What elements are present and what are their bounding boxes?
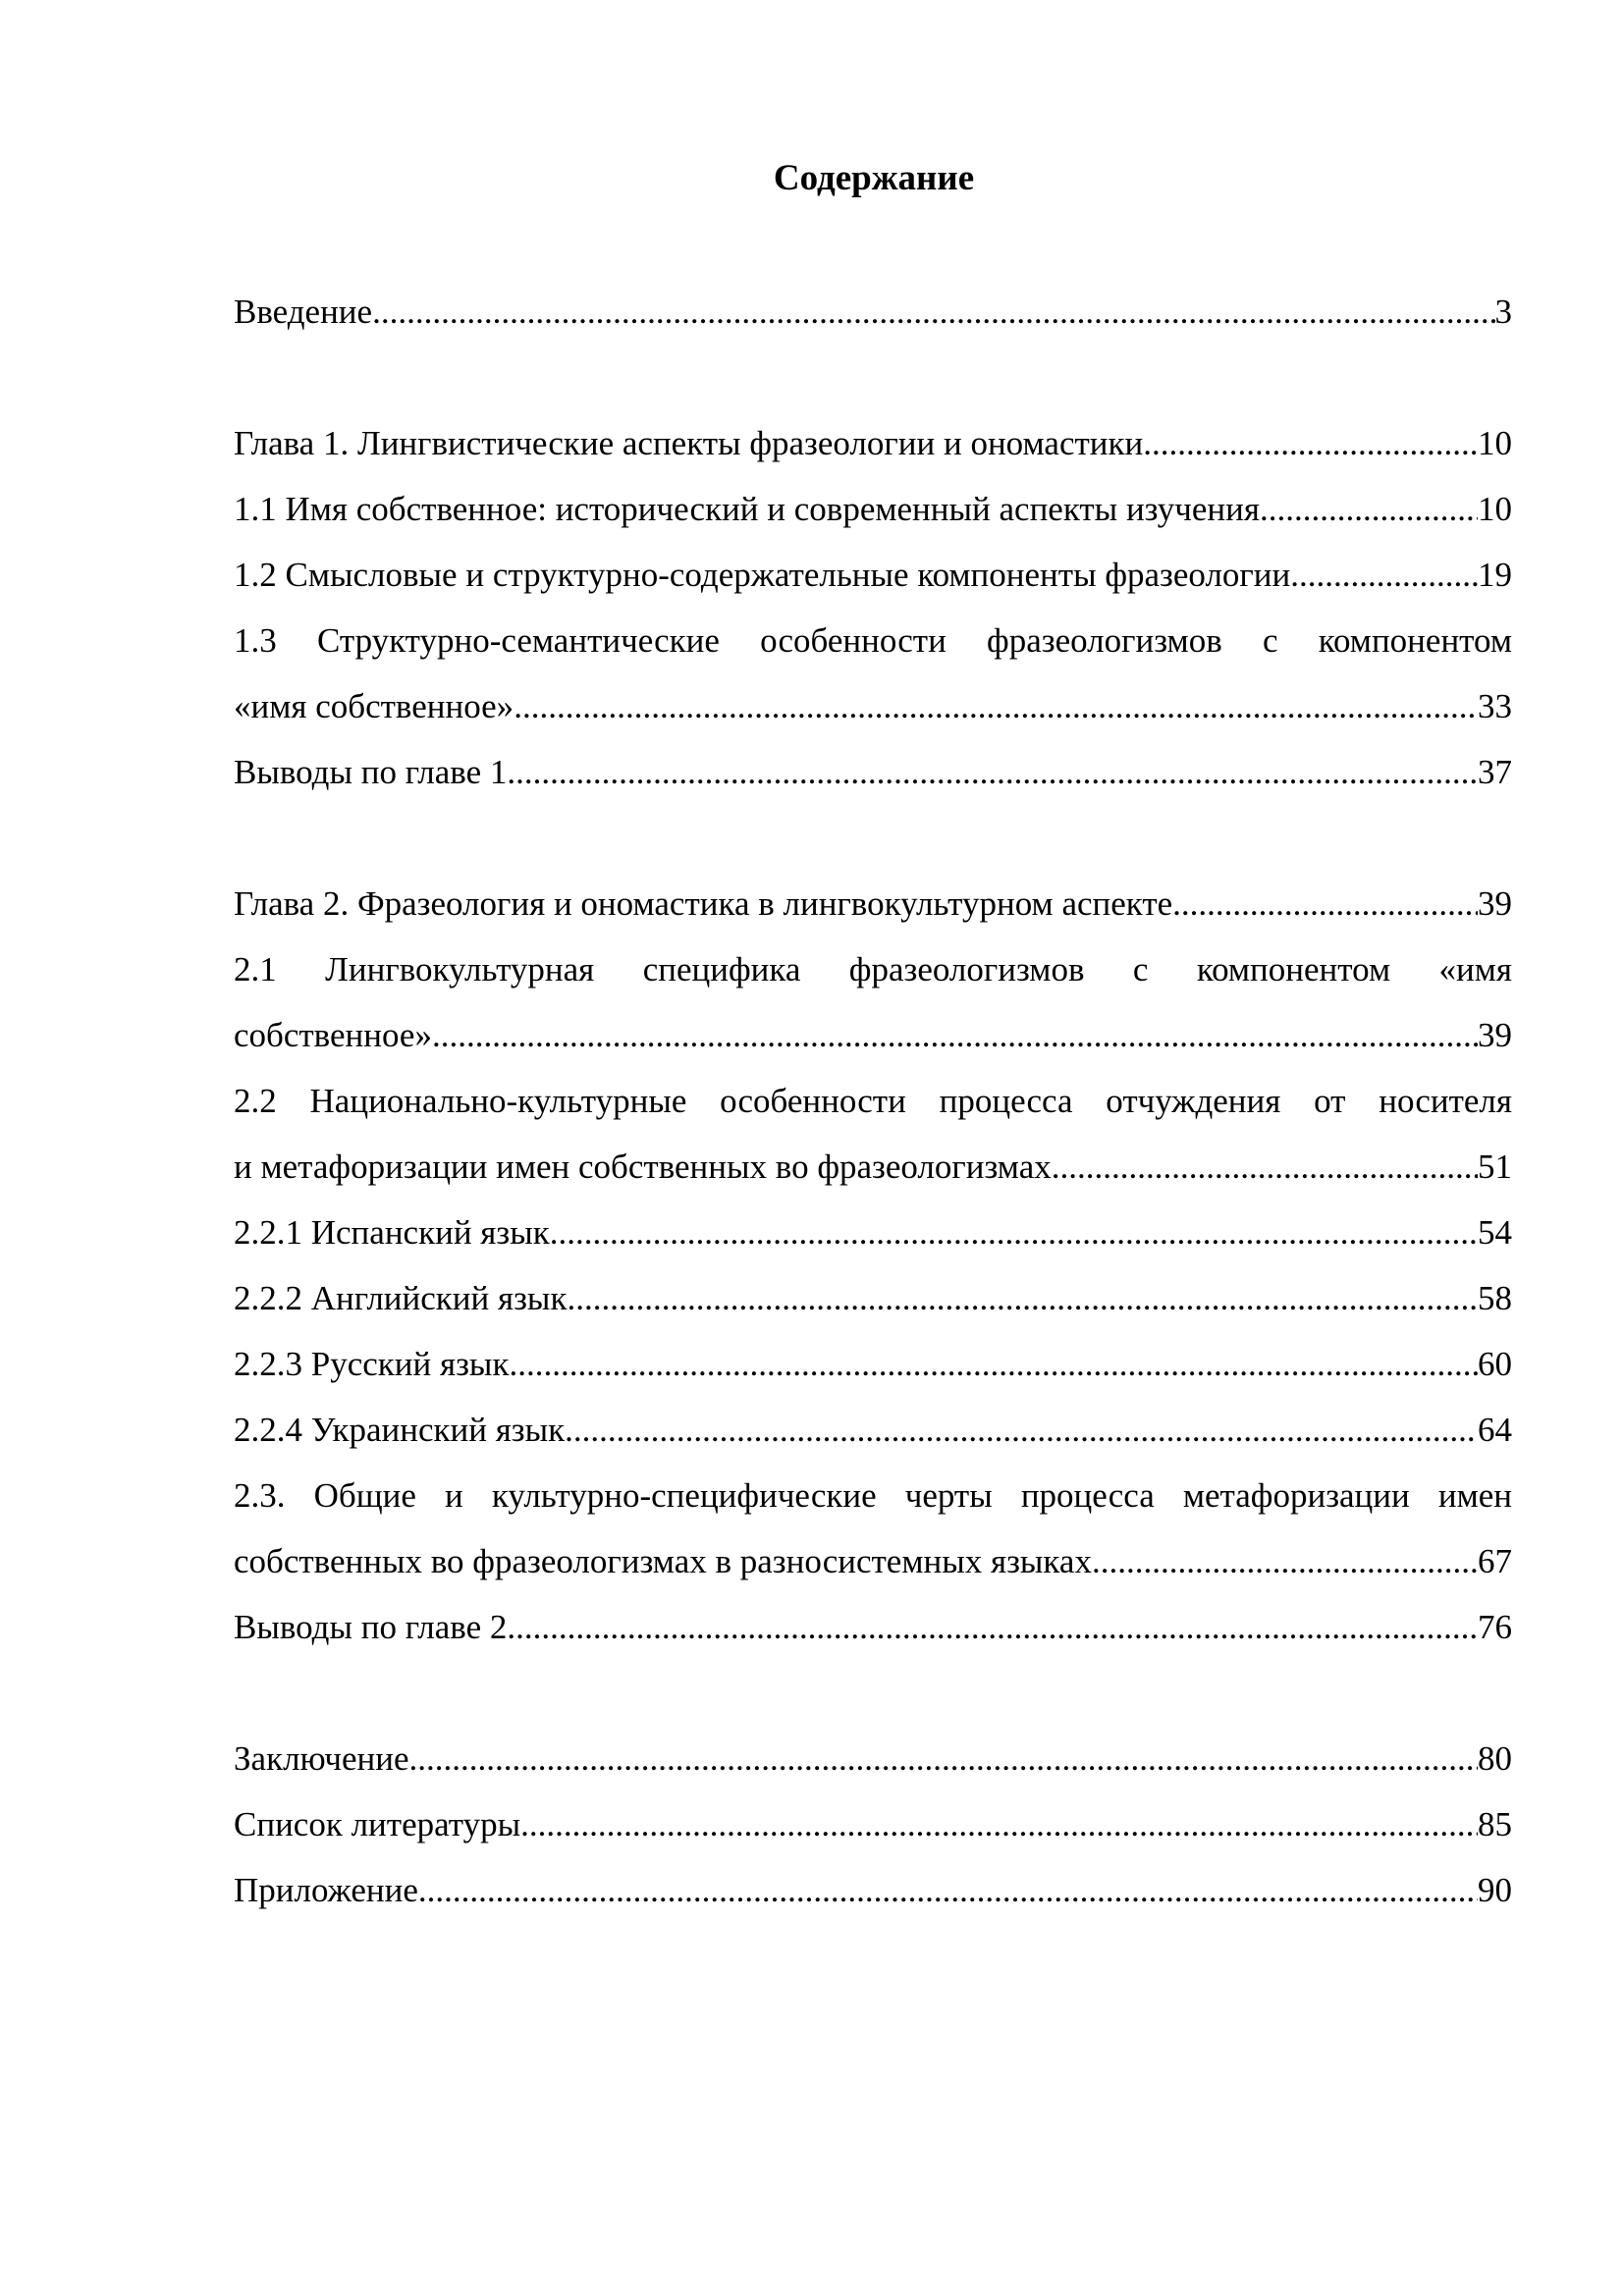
- toc-entry-page: 58: [1478, 1279, 1512, 1317]
- toc-entry-page: 3: [1494, 293, 1512, 331]
- toc-entry-text: Выводы по главе 1: [234, 753, 508, 791]
- toc-entry-page: 19: [1478, 556, 1512, 594]
- dot-leader: [1092, 1528, 1478, 1594]
- toc-entry-page: 39: [1478, 1016, 1512, 1054]
- toc-entry-chapter-1[interactable]: [234, 410, 1512, 476]
- toc-entry-page: 37: [1478, 753, 1512, 791]
- dot-leader: [432, 1002, 1478, 1068]
- toc-entry-text: «имя собственное»: [234, 687, 514, 725]
- toc-entry-section-1-2[interactable]: [234, 542, 1512, 608]
- toc-entry-introduction[interactable]: [234, 279, 1512, 345]
- page-title: Содержание: [773, 158, 975, 198]
- dot-leader: [507, 739, 1478, 805]
- dot-leader: [409, 1726, 1479, 1791]
- dot-leader: [1260, 476, 1478, 542]
- toc-entry-text: 2.2.2 Английский язык: [234, 1279, 568, 1317]
- toc-entry-first-line: 1.3 Структурно-семантические особенности фразеологизмов с компонентом: [234, 621, 1512, 660]
- dot-leader: [1172, 871, 1478, 936]
- toc-entry-page: 60: [1478, 1345, 1512, 1383]
- toc-entry-page: 51: [1478, 1148, 1512, 1186]
- dot-leader: [567, 1265, 1478, 1331]
- dot-leader: [1143, 410, 1478, 476]
- toc-entry-section-2-1[interactable]: [234, 936, 1512, 1068]
- toc-entry-text: 2.2.3 Русский язык: [234, 1345, 510, 1383]
- toc-entry-text: Глава 2. Фразеология и ономастика в лингвокультурном аспекте: [234, 884, 1173, 923]
- dot-leader: [550, 1200, 1478, 1265]
- dot-leader: [509, 1331, 1478, 1397]
- dot-leader: [372, 279, 1494, 345]
- toc-entry-page: 67: [1478, 1542, 1512, 1580]
- toc-entry-text: собственное»: [234, 1016, 432, 1054]
- toc-entry-conclusion[interactable]: [234, 1726, 1512, 1791]
- toc-entry-page: 85: [1478, 1805, 1512, 1843]
- toc-entry-appendix[interactable]: [234, 1857, 1512, 1923]
- toc-entry-text: Список литературы: [234, 1805, 521, 1843]
- toc-entry-conclusions-1[interactable]: [234, 739, 1512, 805]
- toc-entry-page: 76: [1478, 1608, 1512, 1646]
- toc-entry-text: Введение: [234, 293, 373, 331]
- toc-entry-section-2-2[interactable]: [234, 1068, 1512, 1200]
- dot-leader: [514, 673, 1478, 739]
- toc-entry-text: Глава 1. Лингвистические аспекты фразеологии и ономастики: [234, 424, 1144, 462]
- toc-entry-section-1-1[interactable]: [234, 476, 1512, 542]
- toc-entry-page: 39: [1478, 884, 1512, 923]
- toc-entry-section-2-2-4[interactable]: [234, 1397, 1512, 1463]
- toc-entry-section-2-2-1[interactable]: [234, 1200, 1512, 1265]
- toc-entry-text: Приложение: [234, 1871, 418, 1909]
- toc-entry-section-1-3[interactable]: [234, 608, 1512, 739]
- toc-entry-text: 2.2.1 Испанский язык: [234, 1213, 550, 1252]
- toc-entry-chapter-2[interactable]: [234, 871, 1512, 936]
- toc-entry-conclusions-2[interactable]: [234, 1594, 1512, 1660]
- toc-entry-page: 64: [1478, 1411, 1512, 1449]
- toc-entry-section-2-2-3[interactable]: [234, 1331, 1512, 1397]
- dot-leader: [520, 1791, 1478, 1857]
- toc-entry-text: 1.1 Имя собственное: исторический и современный аспекты изучения: [234, 490, 1260, 528]
- dot-leader: [1290, 542, 1478, 608]
- toc-entry-first-line: 2.2 Национально-культурные особенности процесса отчуждения от носителя: [234, 1082, 1512, 1120]
- toc-entry-page: 80: [1478, 1739, 1512, 1778]
- toc-entry-section-2-3[interactable]: [234, 1463, 1512, 1594]
- dot-leader: [418, 1857, 1478, 1923]
- toc-entry-page: 10: [1478, 490, 1512, 528]
- dot-leader: [1052, 1134, 1478, 1200]
- toc-entry-page: 33: [1478, 687, 1512, 725]
- toc-entry-first-line: 2.1 Лингвокультурная специфика фразеологизмов с компонентом «имя: [234, 950, 1512, 988]
- toc-entry-page: 54: [1478, 1213, 1512, 1252]
- toc-entry-text: 2.2.4 Украинский язык: [234, 1411, 566, 1449]
- dot-leader: [507, 1594, 1478, 1660]
- toc-entry-text: Выводы по главе 2: [234, 1608, 508, 1646]
- toc-entry-text: и метафоризации имен собственных во фразеологизмах: [234, 1148, 1052, 1186]
- toc-entry-text: собственных во фразеологизмах в разносистемных языках: [234, 1542, 1092, 1580]
- toc-entry-bibliography[interactable]: [234, 1791, 1512, 1857]
- toc-entry-page: 10: [1478, 424, 1512, 462]
- dot-leader: [565, 1397, 1478, 1463]
- toc-entry-section-2-2-2[interactable]: [234, 1265, 1512, 1331]
- toc-entry-text: Заключение: [234, 1739, 409, 1778]
- toc-entry-first-line: 2.3. Общие и культурно-специфические черты процесса метафоризации имен: [234, 1476, 1512, 1515]
- toc-entry-text: 1.2 Смысловые и структурно-содержательные компоненты фразеологии: [234, 556, 1291, 594]
- toc-entry-page: 90: [1478, 1871, 1512, 1909]
